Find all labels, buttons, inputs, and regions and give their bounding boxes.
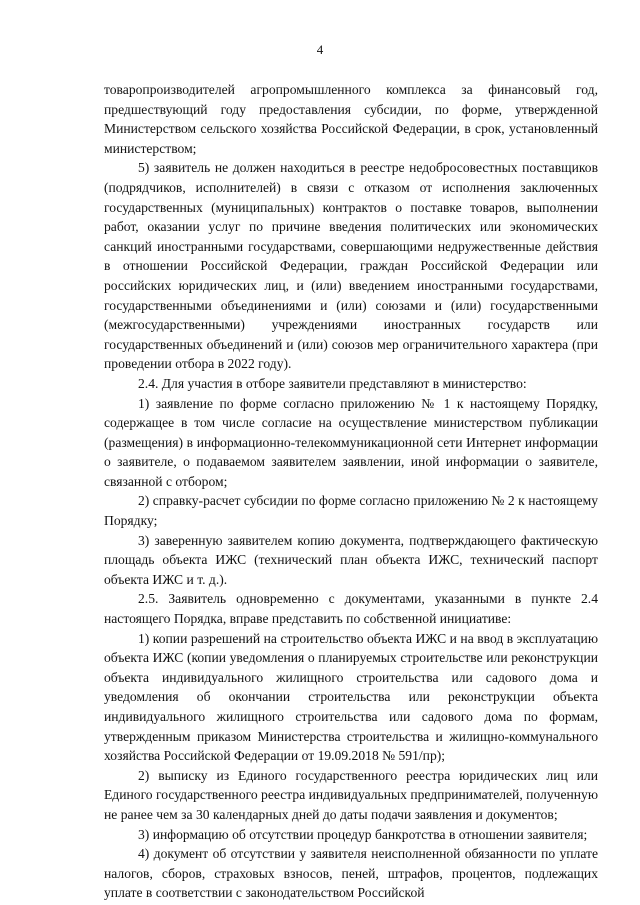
- paragraph-2-4-item-1: 1) заявление по форме согласно приложению № 1 к настоящему Порядку, содержащее в том числе согласие на осуществление министерством публикации (размещения) в информационно-телекоммуникационной сети Интернет информации о заявителе, о подаваемом заявителем заявлении, иной информации о заявителе, связанной с отбором;: [104, 395, 598, 489]
- paragraph-2-5-item-1: 1) копии разрешений на строительство объекта ИЖС и на ввод в эксплуатацию объекта ИЖС (копии уведомления о планируемых строительстве или реконструкции объекта индивидуального жилищного строительства или садового дома и уведомления об окончании строительства или реконструкции объекта индивидуального жилищного строительства или садового дома по формам, утвержденным приказом Министерства строительства и жилищно-коммунального хозяйства Российской Федерации от 19.09.2018 № 591/пр);: [104, 630, 598, 764]
- paragraph-2-5-item-2: 2) выписку из Единого государственного реестра юридических лиц или Единого государственного реестра индивидуальных предпринимателей, полученную не ранее чем за 30 календарных дней до даты подачи заявления и документов;: [104, 767, 598, 822]
- paragraph-2-5-item-3: 3) информацию об отсутствии процедур банкротства в отношении заявителя;: [138, 826, 588, 842]
- paragraph-2-5-item-4: 4) документ об отсутствии у заявителя неисполненной обязанности по уплате налогов, сборов, страховых взносов, пеней, штрафов, процентов, подлежащих уплате в соответствии с законодательством Российской: [104, 846, 598, 901]
- paragraph-section-2-4: 2.4. Для участия в отборе заявители представляют в министерство:: [138, 375, 527, 391]
- document-body: [104, 80, 598, 903]
- page-number: 4: [316, 42, 324, 57]
- paragraph-2-4-item-2: 2) справку-расчет субсидии по форме согласно приложению № 2 к настоящему Порядку;: [104, 493, 598, 529]
- paragraph-continuation: товаропроизводителей агропромышленного комплекса за финансовый год, предшествующий году предоставления субсидии, по форме, утвержденной Министерством сельского хозяйства Российской Федерации, в срок, установленный министерством;: [104, 82, 598, 156]
- paragraph-item-5: 5) заявитель не должен находиться в реестре недобросовестных поставщиков (подрядчиков, исполнителей) в связи с отказом от исполнения заключенных государственных (муниципальных) контрактов о поставке товаров, выполнении работ, оказании услуг по причине введения политических или экономических санкций иностранными государствами, совершающими недружественные действия в отношении Российской Федерации, граждан Российской Федерации или российских юридических лиц, и (или) введением иностранными государствами, государственными объединениями и (или) союзами и (или) государственными (межгосударственными) учреждениями иностранных государств или государственных объединений и (или) союзов мер ограничительного характера (при проведении отбора в 2022 году).: [104, 160, 598, 372]
- paragraph-2-4-item-3: 3) заверенную заявителем копию документа, подтверждающего фактическую площадь объекта ИЖС (технический план объекта ИЖС, технический паспорт объекта ИЖС и т. д.).: [104, 532, 598, 587]
- paragraph-section-2-5: 2.5. Заявитель одновременно с документами, указанными в пункте 2.4 настоящего Порядка, вправе представить по собственной инициативе:: [104, 591, 598, 627]
